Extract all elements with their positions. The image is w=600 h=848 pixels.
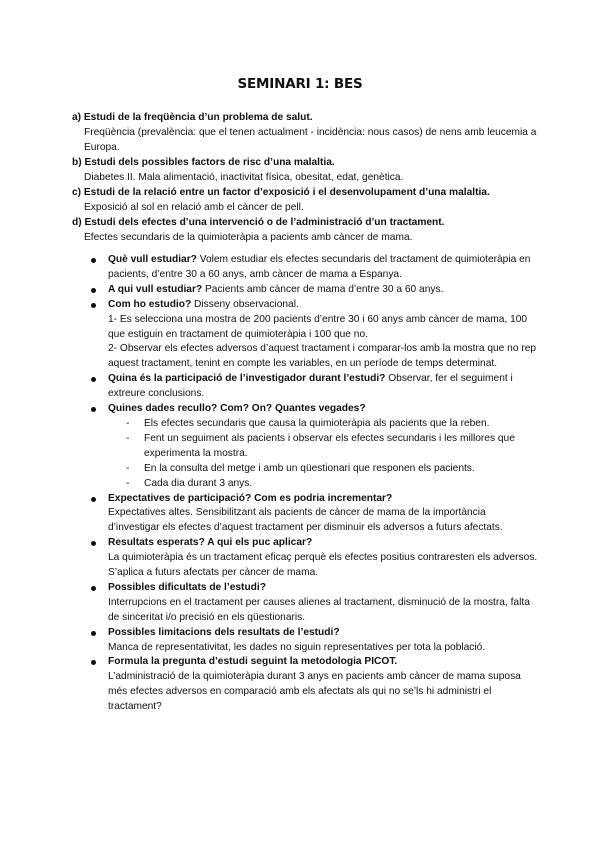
question-label: Quines dades recullo? Com? On? Quantes vegades?: [108, 403, 366, 415]
method-step: 1- Es selecciona una mostra de 200 pacients d’entre 30 i 60 anys amb càncer de mama, 100 que estiguin en tractament de quimioteràpia i 100 que no.: [108, 313, 528, 340]
dash-item: - En la consulta del metge i amb un qüestionari que responen els pacients.: [108, 462, 540, 477]
intro-detail: Exposició al sol en relació amb el càncer de pell.: [84, 202, 304, 213]
question-item: [88, 298, 540, 373]
question-label: Què vull estudiar?: [108, 254, 197, 265]
intro-item: [72, 215, 542, 245]
intro-heading: c) Estudi de la relació entre un factor d’exposició i el desenvolupament d’una malaltia.: [72, 187, 490, 198]
dash-item: - Cada dia durant 3 anys.: [108, 477, 540, 492]
intro-item: [72, 155, 542, 185]
question-item: [88, 283, 540, 298]
question-item: [88, 402, 540, 491]
intro-heading: d) Estudi dels efectes d’una intervenció o de l’administració d’un tractament.: [72, 217, 445, 228]
intro-detail: Freqüència (prevalència: que el tenen actualment - incidència: nous casos) de nens amb leucemia a Europa.: [84, 127, 537, 153]
intro-item: [72, 110, 542, 155]
question-answer: Disseny observacional.: [194, 298, 299, 310]
question-item: [88, 626, 540, 656]
question-item: [88, 655, 540, 715]
question-answer: Volem estudiar els efectes secundaris del tractament de quimioteràpia en pacients, d’entre 30 a 60 anys, amb càncer de mama a Espanya.: [108, 254, 531, 280]
page-title: SEMINARI 1: BES: [237, 76, 363, 92]
question-answer: Pacients amb càncer de mama d’entre 30 a 60 anys.: [205, 283, 444, 295]
question-label: A qui vull estudiar?: [108, 283, 203, 295]
question-item: [88, 581, 540, 626]
intro-item: [72, 185, 542, 215]
question-item: [88, 536, 540, 581]
dash-item: - Els efectes secundaris que causa la quimioteràpia als pacients que la reben.: [108, 417, 540, 432]
question-label: Expectatives de participació? Com es podria incrementar?: [108, 492, 393, 504]
question-label: Possibles dificultats de l’estudi?: [108, 581, 266, 593]
intro-section: [72, 110, 542, 245]
question-answer: Interrupcions en el tractament per causes alienes al tractament, disminució de la mostra, falta de sinceritat i/o precisió en els qüestionaris.: [108, 596, 530, 623]
question-label: Quina és la participació de l’investigador durant l’estudi?: [108, 373, 386, 385]
question-answer: Manca de representativitat, les dades no siguin representatives per tota la població.: [108, 641, 486, 653]
intro-heading: b) Estudi dels possibles factors de risc d’una malaltia.: [72, 157, 335, 168]
question-answer: Observar, fer el seguiment i extreure conclusions.: [108, 373, 513, 400]
dash-list: [108, 417, 540, 492]
question-label: Resultats esperats? A qui els puc aplicar?: [108, 537, 313, 549]
question-label: Possibles limitacions dels resultats de l’estudi?: [108, 626, 340, 638]
method-step: 2- Observar els efectes adversos d’aquest tractament i comparar-los amb la mostra que no rep aquest tractament, tenint en compte les variables, en un període de temps determinat.: [108, 343, 537, 370]
question-label: Formula la pregunta d’estudi seguint la metodologia PICOT.: [108, 656, 398, 668]
question-item: [88, 492, 540, 537]
question-answer: La quimioteràpia és un tractament eficaç perquè els efectes positius contraresten els adversos. S’aplica a futurs afectats per càncer de mama.: [108, 552, 538, 579]
question-label: Com ho estudio?: [108, 298, 192, 310]
intro-detail: Diabetes II. Mala alimentació, inactivitat física, obesitat, edat, genètica.: [84, 172, 404, 183]
question-item: [88, 372, 540, 402]
question-answer: Expectatives altes. Sensibilitzant als pacients de càncer de mama de la importància d’investigar els efectes d’aquest tractament per disminuir els adversos a futurs afectats.: [108, 507, 503, 534]
question-list: [88, 253, 540, 715]
dash-item: - Fent un seguiment als pacients i observar els efectes secundaris i les millores que experimenta la mostra.: [108, 432, 540, 462]
intro-detail: Efectes secundaris de la quimioteràpia a pacients amb càncer de mama.: [84, 232, 413, 243]
question-answer: L’administració de la quimioteràpia durant 3 anys en pacients amb càncer de mama suposa més efectes adversos en comparació amb els afectats als qui no se’ls hi administri el tractament?: [108, 671, 521, 713]
intro-heading: a) Estudi de la freqüència d’un problema de salut.: [72, 112, 313, 123]
question-item: [88, 253, 540, 283]
